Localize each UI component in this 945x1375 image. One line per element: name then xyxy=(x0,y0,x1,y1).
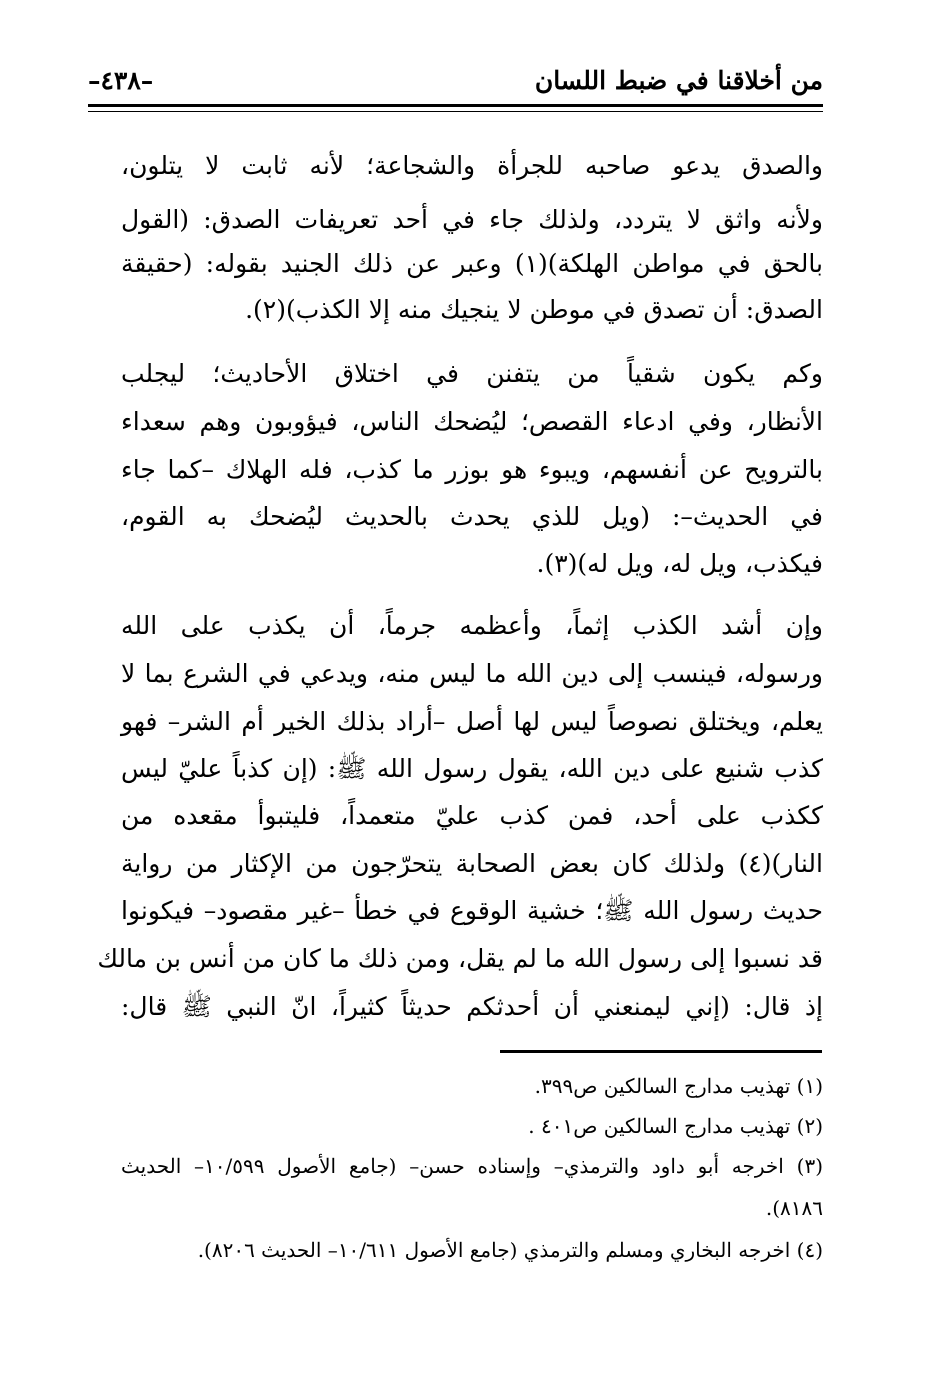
text-line: كذب شنيع على دين الله، يقول رسول الله ﷺ: (إن كذباً عليّ ليس xyxy=(121,754,823,783)
text-line: النار)(٤) ولذلك كان بعض الصحابة يتحرّجون من الإكثار من رواية xyxy=(121,849,823,878)
text-line: ورسوله، فينسب إلى دين الله ما ليس منه، ويدعي في الشرع بما لا xyxy=(121,659,823,688)
footnote: (١) تهذيب مدارج السالكين ص٣٩٩. xyxy=(534,1074,823,1098)
text-line: وكم يكون شقياً من يتفنن في اختلاق الأحاديث؛ ليجلب xyxy=(121,359,823,388)
header-rule-thick xyxy=(88,104,823,107)
header-rule-thin xyxy=(88,111,823,112)
text-line: والصدق يدعو صاحبه للجرأة والشجاعة؛ لأنه ثابت لا يتلون، xyxy=(121,151,823,180)
text-line: وإن أشد الكذب إثماً، وأعظمه جرماً، أن يكذب على الله xyxy=(121,611,823,640)
footnote: (٤) اخرجه البخاري ومسلم والترمذي (جامع الأصول ١٠/٦١١– الحديث ٨٢٠٦). xyxy=(197,1238,823,1262)
text-line: إذ قال: (إني ليمنعني أن أحدثكم حديثاً كثيراً، انّ النبي ﷺ قال: xyxy=(121,992,823,1021)
text-line: فيكذب، ويل له، ويل له)(٣). xyxy=(536,549,823,578)
text-line: قد نسبوا إلى رسول الله ما لم يقل، ومن ذلك ما كان من أنس بن مالك xyxy=(97,944,823,973)
text-line: يعلم، ويختلق نصوصاً ليس لها أصل –أراد بذلك الخير أم الشر– فهو xyxy=(121,707,823,736)
text-line: بالحق في مواطن الهلكة)(١) وعبر عن ذلك الجنيد بقوله: (حقيقة xyxy=(121,249,823,278)
running-title: من أخلاقنا في ضبط اللسان xyxy=(534,65,823,95)
footnote-separator xyxy=(500,1050,822,1053)
text-line: ولأنه واثق لا يتردد، ولذلك جاء في أحد تعريفات الصدق: (القول xyxy=(121,205,823,234)
text-line: الصدق: أن تصدق في موطن لا ينجيك منه إلا الكذب)(٢). xyxy=(245,295,823,324)
text-line: في الحديث–: (ويل للذي يحدث بالحديث ليُضحك به القوم، xyxy=(121,502,823,531)
page-number: –٤٣٨– xyxy=(88,65,154,95)
footnote: (٢) تهذيب مدارج السالكين ص٤٠١ . xyxy=(528,1114,823,1138)
footnote: (٣) اخرجه أبو داود والترمذي– وإسناده حسن– (جامع الأصول ١٠/٥٩٩– الحديث xyxy=(121,1154,823,1178)
text-line: الأنظار، وفي ادعاء القصص؛ ليُضحك الناس، فيؤوبون وهم سعداء xyxy=(121,407,823,436)
text-line: بالترويح عن أنفسهم، ويبوء هو بوزر ما كذب، فله الهلاك –كما جاء xyxy=(121,455,823,484)
text-line: ككذب على أحد، فمن كذب عليّ متعمداً، فليتبوأ مقعده من xyxy=(121,801,823,830)
footnote-continuation: ٨١٨٦). xyxy=(765,1196,823,1220)
page-header xyxy=(88,58,823,102)
text-line: حديث رسول الله ﷺ؛ خشية الوقوع في خطأ –غير مقصود– فيكونوا xyxy=(121,896,823,925)
